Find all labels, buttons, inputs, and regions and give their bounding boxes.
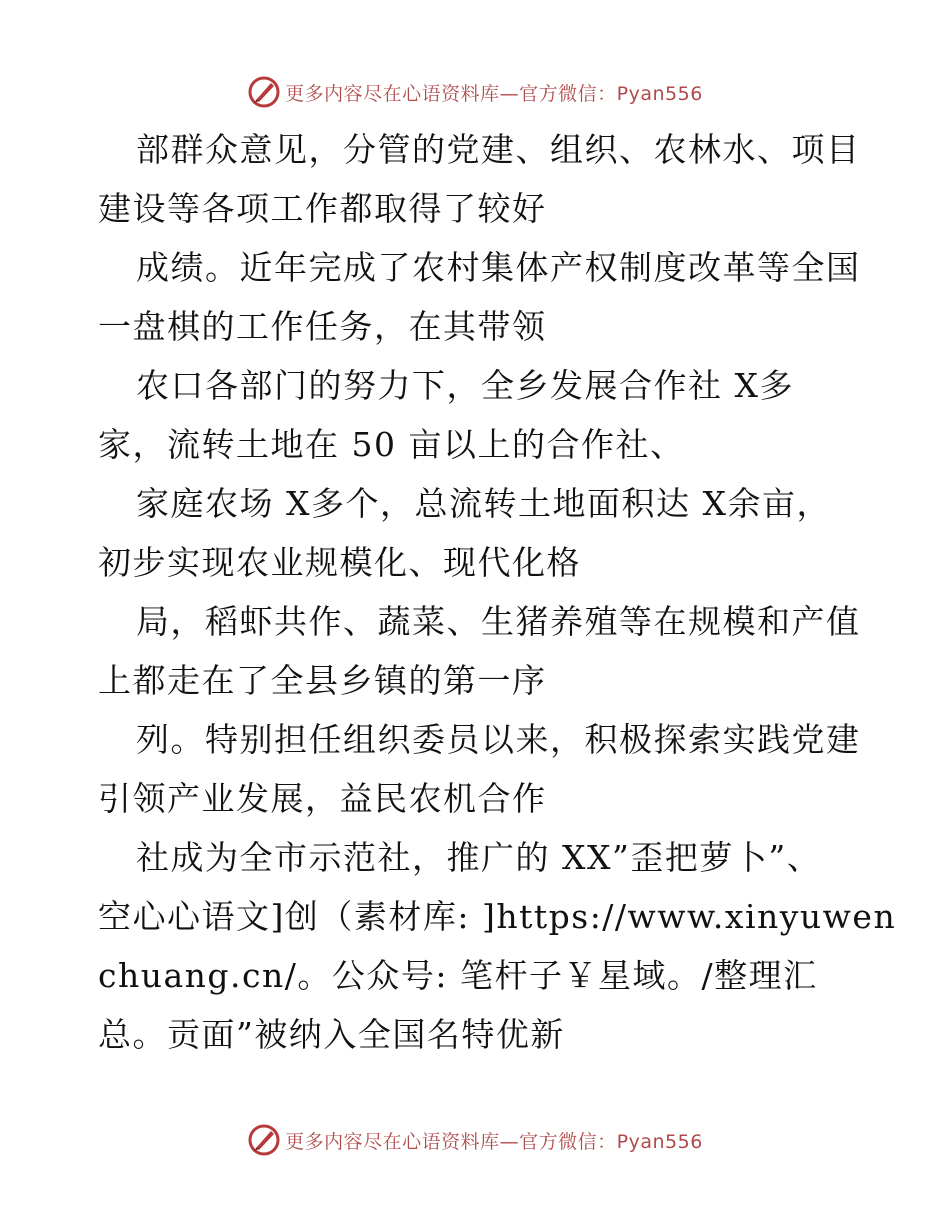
text-line: 社成为全市示范社，推广的 XX”歪把萝卜”、: [136, 838, 822, 877]
text-line: 家，流转土地在 50 亩以上的合作社、: [98, 425, 685, 464]
quill-logo-icon: [247, 1123, 281, 1157]
text-line: 部群众意见，分管的党建、组织、农林水、项目: [136, 130, 861, 169]
text-line: 成绩。近年完成了农村集体产权制度改革等全国: [136, 248, 861, 287]
document-body: [98, 120, 897, 1064]
text-line: chuang.cn/。公众号: 笔杆子￥星域。/整理汇: [98, 956, 818, 995]
text-line: 建设等各项工作都取得了较好: [98, 189, 547, 228]
text-line: 初步实现农业规模化、现代化格: [98, 543, 581, 582]
text-line: 家庭农场 X多个，总流转土地面积达 X余亩，: [136, 484, 831, 523]
text-line: 农口各部门的努力下，全乡发展合作社 X多: [136, 366, 794, 405]
text-line: 总。贡面”被纳入全国名特优新: [98, 1015, 565, 1054]
footer-banner-text: 更多内容尽在心语资料库—官方微信：Pyan556: [285, 1130, 703, 1153]
text-line: 上都走在了全县乡镇的第一序: [98, 661, 547, 700]
text-line: 列。特别担任组织委员以来，积极探索实践党建: [136, 720, 861, 759]
text-line: 局，稻虾共作、蔬菜、生猪养殖等在规模和产值: [136, 602, 861, 641]
header-banner-text: 更多内容尽在心语资料库—官方微信：Pyan556: [285, 82, 703, 105]
text-line: 空心心语文]创（素材库: ]https://www.xinyuwen: [98, 897, 897, 936]
text-line: 引领产业发展，益民农机合作: [98, 779, 547, 818]
header-watermark-banner: [0, 72, 950, 112]
footer-watermark-banner: [0, 1120, 950, 1160]
text-line: 一盘棋的工作任务，在其带领: [98, 307, 547, 346]
quill-logo-icon: [247, 75, 281, 109]
